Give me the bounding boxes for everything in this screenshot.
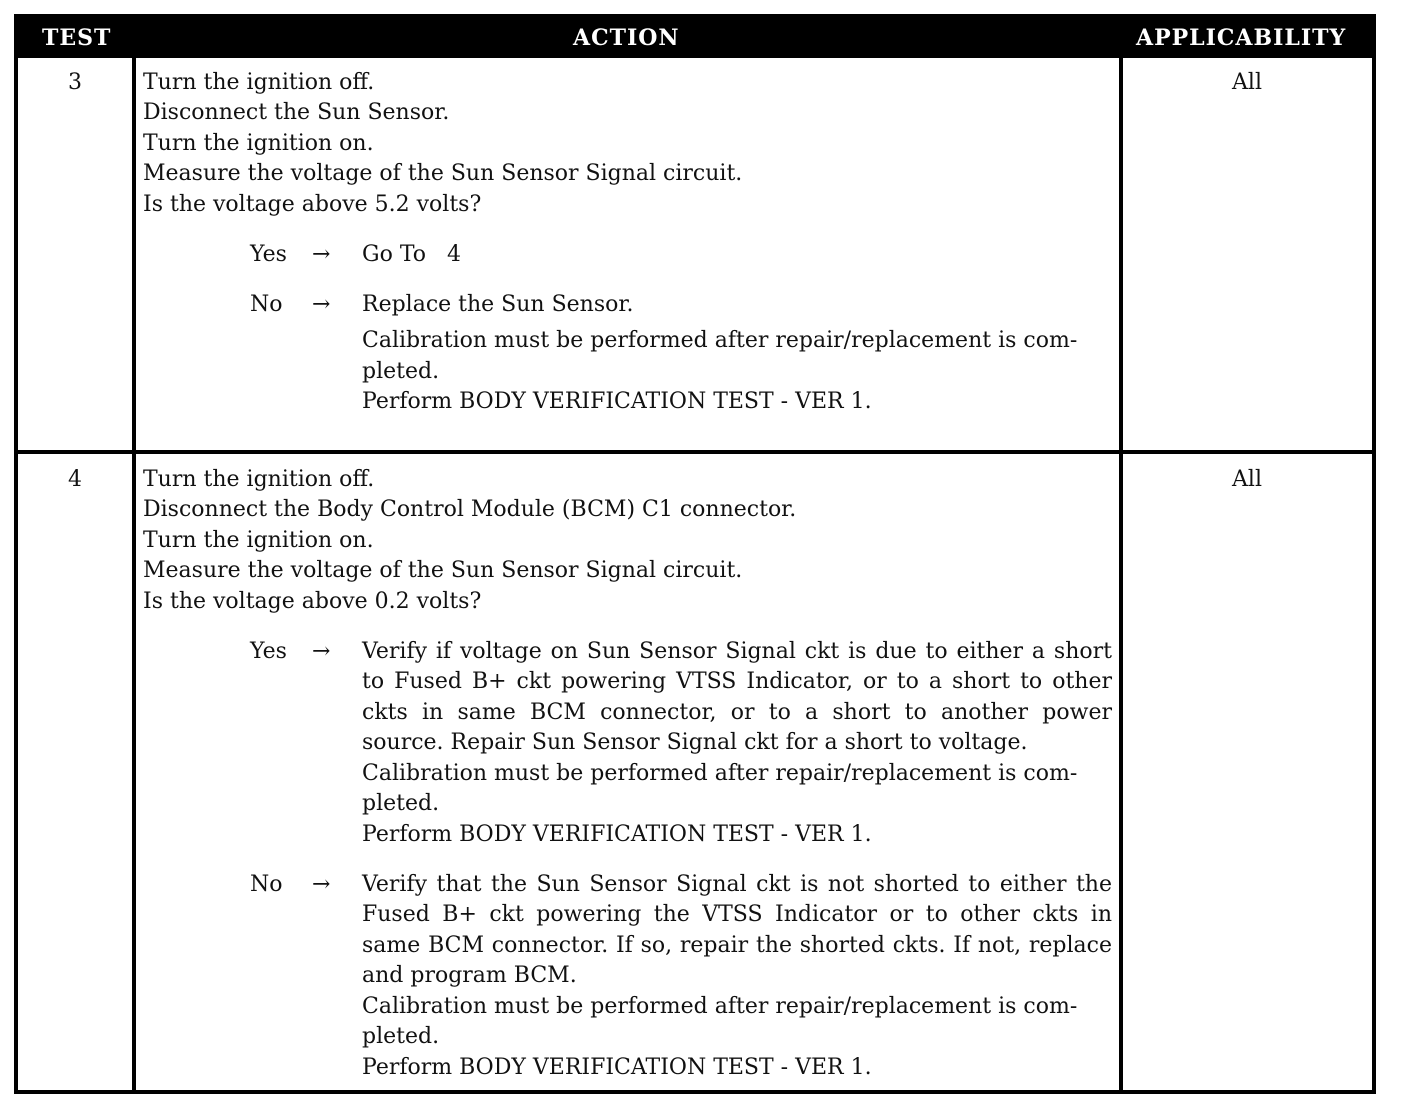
test-number: 4 xyxy=(68,467,82,492)
no-text xyxy=(362,290,1112,418)
arrow-icon: → xyxy=(312,292,331,317)
yes-text-line: Perform BODY VERIFICATION TEST - VER 1. xyxy=(362,821,872,847)
no-response xyxy=(250,290,1120,420)
no-label: No xyxy=(250,292,283,317)
yes-text xyxy=(362,637,1112,850)
arrow-icon: → xyxy=(312,639,331,664)
no-text-line: Calibration must be performed after repair/replacement is com- pleted. xyxy=(362,328,1078,384)
applicability-value: All xyxy=(1232,467,1262,492)
arrow-icon: → xyxy=(312,242,331,267)
diagnostic-table xyxy=(14,14,1376,1094)
header-test: TEST xyxy=(42,25,112,51)
action-step: Measure the voltage of the Sun Sensor Signal circuit. xyxy=(143,161,743,187)
action-steps xyxy=(143,68,742,220)
action-step: Turn the ignition on. xyxy=(143,527,374,553)
yes-response xyxy=(250,240,1120,280)
action-step: Disconnect the Sun Sensor. xyxy=(143,100,450,126)
no-label: No xyxy=(250,872,283,897)
no-text xyxy=(362,870,1112,1083)
table-header xyxy=(18,18,1372,58)
yes-label: Yes xyxy=(250,639,287,664)
applicability-value: All xyxy=(1232,70,1262,95)
no-text-line: Calibration must be performed after repair/replacement is com- pleted. xyxy=(362,993,1078,1050)
column-divider xyxy=(132,58,136,1090)
arrow-icon: → xyxy=(312,872,331,897)
row-divider xyxy=(18,450,1372,454)
test-number: 3 xyxy=(68,70,82,95)
header-action: ACTION xyxy=(573,25,680,51)
no-text-line: Verify that the Sun Sensor Signal ckt is not shorted to either the Fused B+ ckt powering the VTSS Indicator or to other ckts in same BCM connector. If so, repair the shorted ckts. If not, replace and program BCM. xyxy=(362,872,1112,989)
no-response xyxy=(250,870,1120,1085)
action-step: Measure the voltage of the Sun Sensor Signal circuit. xyxy=(143,558,743,584)
action-step: Disconnect the Body Control Module (BCM) C1 connector. xyxy=(143,497,797,523)
no-text-line: Perform BODY VERIFICATION TEST - VER 1. xyxy=(362,389,872,415)
action-step: Is the voltage above 0.2 volts? xyxy=(143,588,482,614)
action-steps xyxy=(143,465,796,617)
no-text-line: Replace the Sun Sensor. xyxy=(362,292,634,317)
no-text-line: Perform BODY VERIFICATION TEST - VER 1. xyxy=(362,1054,872,1080)
action-step: Is the voltage above 5.2 volts? xyxy=(143,191,482,217)
action-step: Turn the ignition off. xyxy=(143,70,375,95)
header-applicability: APPLICABILITY xyxy=(1136,25,1347,51)
action-step: Turn the ignition off. xyxy=(143,467,375,492)
action-step: Turn the ignition on. xyxy=(143,130,374,156)
yes-text: Go To 4 xyxy=(362,242,461,267)
yes-text-line: Calibration must be performed after repair/replacement is com- pleted. xyxy=(362,760,1078,817)
yes-text-line: Verify if voltage on Sun Sensor Signal ckt is due to either a short to Fused B+ ckt powering VTSS Indicator, or to a short to other ckts in same BCM connector, or to a short to another power source. Repair Sun Sensor Signal ckt for a short to voltage. xyxy=(362,639,1112,756)
yes-response xyxy=(250,637,1120,857)
yes-label: Yes xyxy=(250,242,287,267)
